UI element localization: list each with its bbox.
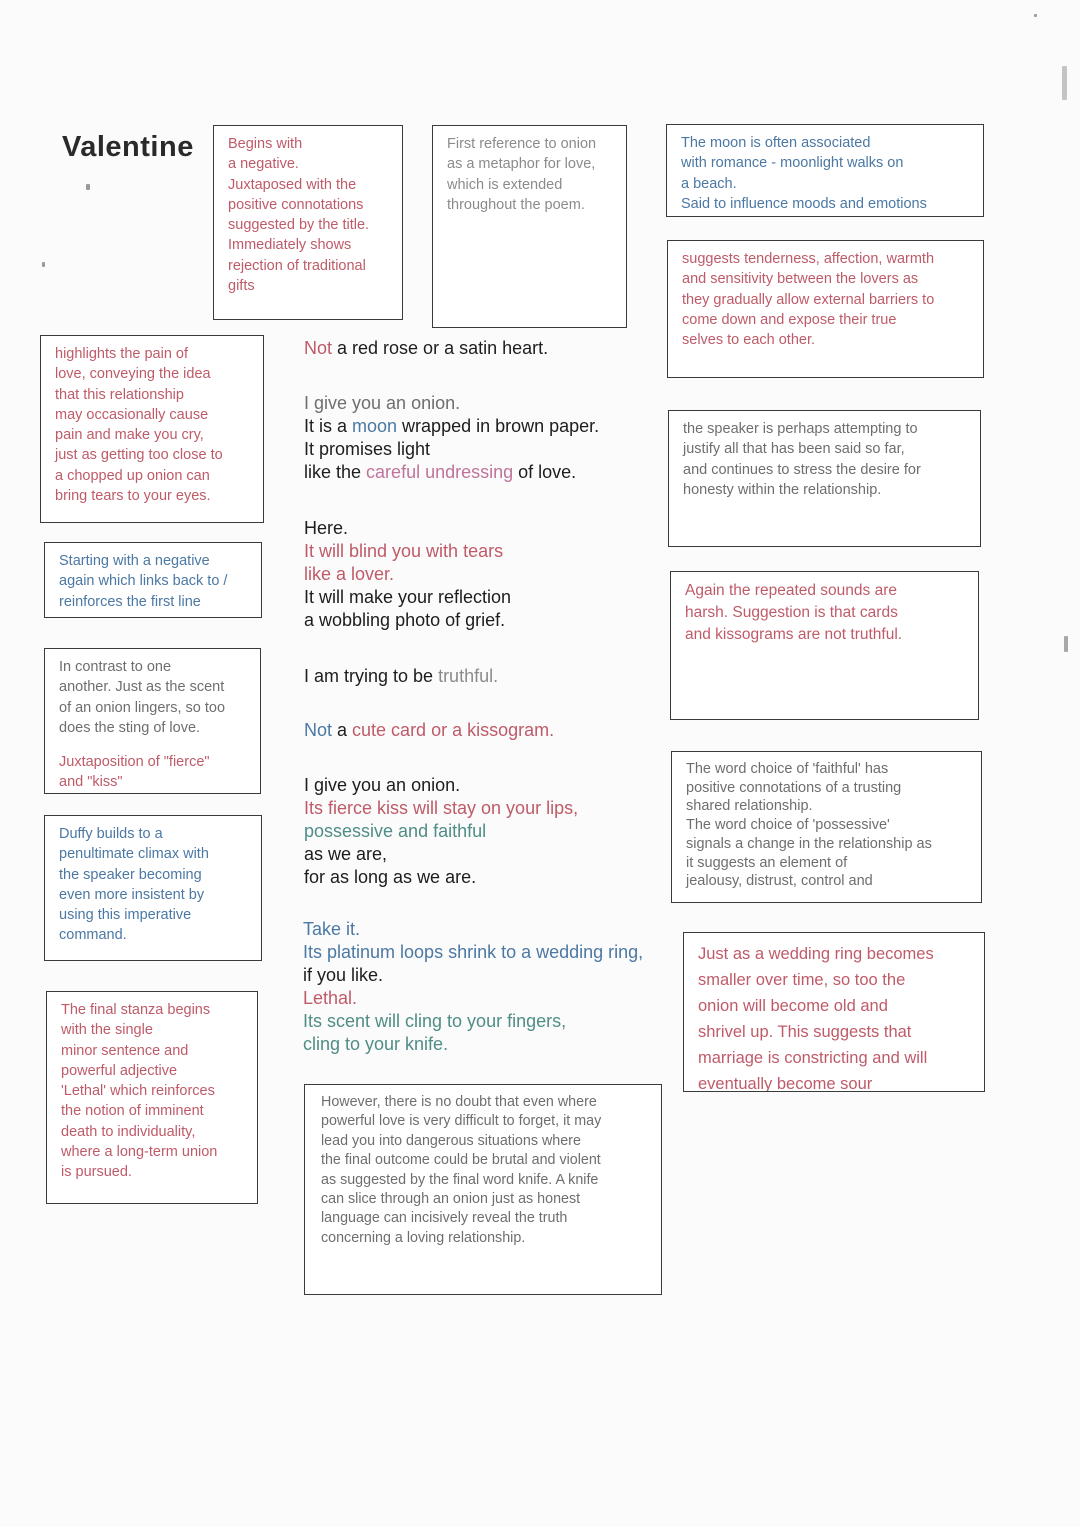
poem-word-moon: moon <box>352 416 398 436</box>
annotation-line: may occasionally cause <box>55 406 209 423</box>
annotation-contrast-text <box>59 657 248 738</box>
poem-line: It will make your reflection <box>304 587 512 607</box>
poem-line: cling to your knife. <box>303 1034 449 1054</box>
poem-line: Its fierce kiss will stay on your lips, <box>304 798 579 818</box>
annotation-line: jealousy, distrust, control and <box>686 873 873 890</box>
annotation-justify <box>668 410 981 547</box>
poem-stanza-2 <box>304 392 599 484</box>
annotation-contrast <box>44 648 261 794</box>
annotation-line: lead you into dangerous situations where <box>321 1132 581 1149</box>
annotation-line: Begins with <box>228 136 303 152</box>
annotation-line: throughout the poem. <box>447 196 585 213</box>
annotation-line: suggests tenderness, affection, warmth <box>682 251 935 267</box>
annotation-line: and kissograms are not truthful. <box>685 626 903 643</box>
poem-line: if you like. <box>303 965 384 985</box>
poem-line: Its scent will cling to your fingers, <box>303 1011 567 1031</box>
annotation-line: as a metaphor for love, <box>447 156 596 173</box>
annotation-line: First reference to onion <box>447 136 597 152</box>
annotation-line: come down and expose their true <box>682 311 897 328</box>
annotation-line: just as getting too close to <box>55 447 223 464</box>
annotation-line: as suggested by the final word knife. A knife <box>321 1171 599 1188</box>
annotation-line: Duffy builds to a <box>59 826 163 842</box>
annotation-line: concerning a loving relationship. <box>321 1229 526 1246</box>
annotation-onion-metaphor <box>432 125 627 328</box>
annotation-line: the speaker is perhaps attempting to <box>683 421 918 437</box>
annotation-line: Starting with a negative <box>59 553 210 569</box>
annotation-juxtaposition <box>59 752 248 793</box>
poem-line: Here. <box>304 518 349 538</box>
annotation-tenderness <box>667 240 984 378</box>
annotation-line: the notion of imminent <box>61 1103 204 1120</box>
scan-speck <box>42 262 45 267</box>
poem-line: a red rose or a satin heart. <box>332 338 549 358</box>
annotation-pain-of-love <box>40 335 264 523</box>
annotation-line: Juxtaposed with the <box>228 176 357 193</box>
annotation-line: suggested by the title. <box>228 217 370 234</box>
annotation-line: even more insistent by <box>59 886 205 903</box>
annotation-line: In contrast to one <box>59 659 172 675</box>
poem-line: wrapped in brown paper. <box>397 416 600 436</box>
annotation-line: and continues to stress the desire for <box>683 461 921 478</box>
annotation-line: rejection of traditional <box>228 257 366 274</box>
poem-stanza-7 <box>303 918 643 1056</box>
poem-phrase-cute-card: cute card or a kissogram. <box>352 720 555 740</box>
annotation-line: death to individuality, <box>61 1123 196 1140</box>
annotation-line: Said to influence moods and emotions <box>681 195 927 212</box>
poem-stanza-1 <box>304 337 548 360</box>
annotation-line: with the single <box>61 1022 153 1039</box>
poem-line: a <box>332 720 353 740</box>
annotation-line: Just as a wedding ring becomes <box>698 945 934 963</box>
annotation-negative-again <box>44 542 262 618</box>
annotation-line: they gradually allow external barriers to <box>682 291 935 308</box>
annotation-climax <box>44 815 262 961</box>
annotation-line: a chopped up onion can <box>55 467 210 484</box>
poem-line: of love. <box>513 462 577 482</box>
poem-line: It will blind you with tears <box>304 541 504 561</box>
annotation-line: However, there is no doubt that even where <box>321 1094 597 1110</box>
annotation-line: 'Lethal' which reinforces <box>61 1083 215 1100</box>
poem-stanza-5 <box>304 719 554 742</box>
poem-line: Take it. <box>303 919 361 939</box>
annotation-line: positive connotations of a trusting <box>686 779 902 796</box>
annotation-line: bring tears to your eyes. <box>55 488 211 505</box>
annotation-line: powerful adjective <box>61 1062 178 1079</box>
scan-speck <box>86 184 90 190</box>
poem-line: a wobbling photo of grief. <box>304 610 506 630</box>
annotation-line: reinforces the first line <box>59 593 201 610</box>
annotation-line: highlights the pain of <box>55 346 189 362</box>
poem-line: like a lover. <box>304 564 395 584</box>
annotation-line: Immediately shows <box>228 237 352 254</box>
annotation-line: penultimate climax with <box>59 846 209 863</box>
annotation-line: love, conveying the idea <box>55 366 211 383</box>
annotation-line: honesty within the relationship. <box>683 481 882 498</box>
poem-line: I give you an onion. <box>304 393 461 413</box>
annotation-line: pain and make you cry, <box>55 427 204 444</box>
annotation-line: The word choice of 'possessive' <box>686 817 890 834</box>
annotation-line: the final outcome could be brutal and violent <box>321 1152 601 1169</box>
annotation-line: shared relationship. <box>686 798 813 815</box>
annotation-begins-negative <box>213 125 403 320</box>
annotation-final-stanza <box>46 991 258 1204</box>
poem-line: for as long as we are. <box>304 867 477 887</box>
annotation-line: harsh. Suggestion is that cards <box>685 604 898 621</box>
annotation-line: shrivel up. This suggests that <box>698 1023 912 1041</box>
annotation-line: The word choice of 'faithful' has <box>686 761 889 777</box>
annotation-line: a beach. <box>681 175 737 192</box>
annotation-wedding-ring <box>683 932 985 1092</box>
annotation-line: command. <box>59 927 127 944</box>
annotation-line: the speaker becoming <box>59 866 202 883</box>
annotation-line: gifts <box>228 278 255 295</box>
annotation-line: a negative. <box>228 156 299 173</box>
poem-line: Its platinum loops shrink to a wedding ring, <box>303 942 644 962</box>
annotation-line: with romance - moonlight walks on <box>681 155 904 172</box>
annotation-line: The final stanza begins <box>61 1002 211 1018</box>
page-title: Valentine <box>62 131 194 163</box>
annotation-line: smaller over time, so too the <box>698 971 906 989</box>
annotation-line: The moon is often associated <box>681 135 871 151</box>
poem-line: like the <box>304 462 367 482</box>
annotation-line: does the sting of love. <box>59 719 201 736</box>
poem-line: Lethal. <box>303 988 358 1008</box>
poem-word-not: Not <box>304 720 333 740</box>
annotation-knife <box>304 1084 662 1295</box>
poem-word-not: Not <box>304 338 333 358</box>
annotation-faithful <box>671 751 982 903</box>
annotation-harsh-sounds <box>670 571 979 720</box>
annotation-line: where a long-term union <box>61 1144 218 1161</box>
annotation-line: onion will become old and <box>698 997 888 1015</box>
poem-line: It promises light <box>304 439 431 459</box>
scan-speck <box>1062 66 1067 100</box>
annotation-line: marriage is constricting and will <box>698 1049 928 1067</box>
annotation-line: which is extended <box>447 176 563 193</box>
annotation-line: minor sentence and <box>61 1042 189 1059</box>
annotation-line: again which links back to / <box>59 573 228 590</box>
poem-line: I give you an onion. <box>304 775 461 795</box>
annotation-line: it suggests an element of <box>686 854 848 871</box>
annotation-line: and "kiss" <box>59 774 123 791</box>
annotation-line: eventually become sour <box>698 1075 873 1092</box>
annotation-line: Juxtaposition of "fierce" <box>59 754 210 771</box>
annotation-line: using this imperative <box>59 907 192 924</box>
scan-speck <box>1034 14 1037 17</box>
poem-line: possessive and faithful <box>304 821 487 841</box>
annotation-moon <box>666 124 984 217</box>
annotation-line: justify all that has been said so far, <box>683 441 905 458</box>
annotation-line: that this relationship <box>55 386 184 403</box>
annotation-line: and sensitivity between the lovers as <box>682 271 919 288</box>
poem-phrase-careful-undressing: careful undressing <box>366 462 514 482</box>
poem-line: as we are, <box>304 844 388 864</box>
annotation-line: is pursued. <box>61 1164 132 1181</box>
annotation-line: can slice through an onion just as honest <box>321 1191 581 1208</box>
annotation-line: positive connotations <box>228 196 364 213</box>
annotation-line: of an onion lingers, so too <box>59 699 226 716</box>
annotation-line: selves to each other. <box>682 332 815 349</box>
poem-stanza-6 <box>304 774 578 889</box>
poem-stanza-4 <box>304 665 498 688</box>
poem-word-truthful: truthful. <box>438 666 499 686</box>
scan-speck <box>1064 636 1068 652</box>
poem-line: I am trying to be <box>304 666 439 686</box>
annotation-line: Again the repeated sounds are <box>685 582 897 599</box>
poem-line: It is a <box>304 416 353 436</box>
annotation-line: powerful love is very difficult to forget, it may <box>321 1113 602 1130</box>
poem-stanza-3 <box>304 517 511 632</box>
annotation-line: another. Just as the scent <box>59 679 225 696</box>
annotation-line: signals a change in the relationship as <box>686 835 932 852</box>
annotation-line: language can incisively reveal the truth <box>321 1210 568 1227</box>
